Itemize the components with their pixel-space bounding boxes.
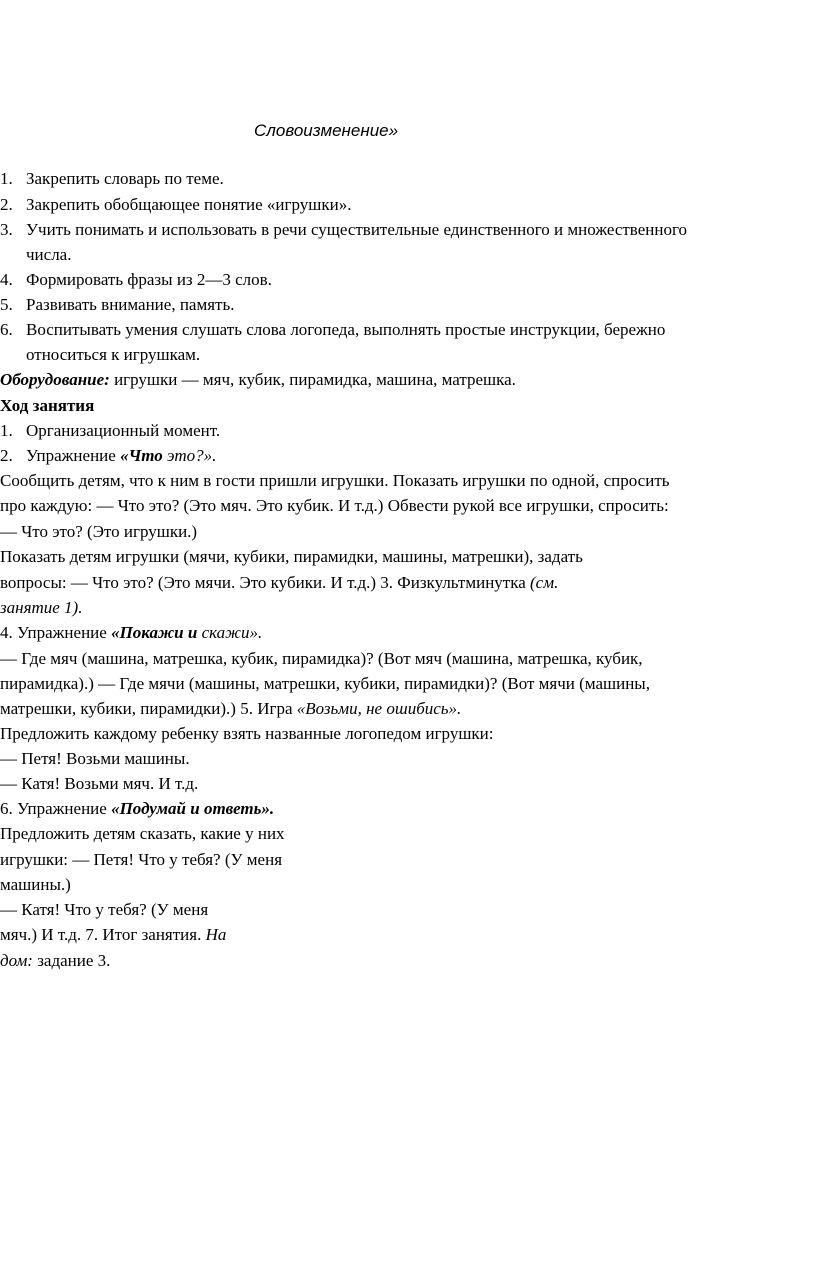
para1-line-3: — Что это? (Это игрушки.) (0, 522, 198, 541)
para2-italic: «Возьми, не ошибись». (296, 699, 462, 718)
goal-text: Формировать фразы из 2—3 слов. (26, 270, 272, 289)
para1-line-5 (0, 571, 558, 595)
goal-number: 3. (0, 220, 13, 239)
para2-line-3 (0, 697, 461, 721)
step-text: Упражнение (12, 623, 112, 642)
exercise-name-italic: скажи». (197, 623, 263, 642)
para4-line-3: машины.) (0, 875, 71, 894)
goal-number: 5. (0, 295, 13, 314)
goal-3-cont: числа. (26, 245, 72, 264)
equipment-label: Оборудование: (0, 370, 110, 389)
para4-line-2: игрушки: — Петя! Что у тебя? (У меня (0, 850, 283, 869)
para3-line-3: — Катя! Возьми мяч. И т.д. (0, 774, 199, 793)
step-number: 4. (0, 623, 13, 642)
step-number: 1. (0, 421, 13, 440)
para4-line-1: Предложить детям сказать, какие у них (0, 824, 285, 843)
course-heading: Ход занятия (0, 396, 95, 415)
exercise-name-bold: «Покажи и (111, 623, 198, 642)
step-number: 2. (0, 446, 13, 465)
para4-line-4: — Катя! Что у тебя? (У меня (0, 900, 209, 919)
goal-text: Учить понимать и использовать в речи существительные единственного и множественного (26, 220, 688, 239)
para1-line-4: Показать детям игрушки (мячи, кубики, пирамидки, машины, матрешки), задать (0, 547, 583, 566)
goal-text: Закрепить словарь по теме. (26, 169, 224, 188)
para2-line-1: — Где мяч (машина, матрешка, кубик, пирамидка)? (Вот мяч (машина, матрешка, кубик, (0, 649, 643, 668)
goal-6-cont: относиться к игрушкам. (26, 345, 201, 364)
step-2 (0, 444, 216, 468)
goal-1 (0, 167, 224, 191)
para3-line-2: — Петя! Возьми машины. (0, 749, 190, 768)
homework-label: дом: (0, 951, 33, 970)
goal-text: Развивать внимание, память. (26, 295, 235, 314)
page-title: Словоизменение» (254, 121, 399, 140)
goal-4 (0, 268, 272, 292)
exercise-name-bold: «Подумай и ответь». (111, 799, 275, 818)
goal-3 (0, 218, 687, 242)
step-text: Упражнение (12, 799, 112, 818)
step-1 (0, 419, 220, 443)
goal-2 (0, 193, 351, 217)
para1-line-1: Сообщить детям, что к ним в гости пришли игрушки. Показать игрушки по одной, спросить (0, 471, 670, 490)
goal-number: 4. (0, 270, 13, 289)
homework (0, 949, 110, 973)
step-text: Упражнение (26, 446, 121, 465)
step-number: 6. (0, 799, 13, 818)
para4-italic: На (205, 925, 227, 944)
step-text: Организационный момент. (26, 421, 221, 440)
goal-text: Воспитывать умения слушать слова логопеда, выполнять простые инструкции, бережно (26, 320, 666, 339)
equipment-text: игрушки — мяч, кубик, пирамидка, машина, матрешка. (109, 370, 516, 389)
goal-6 (0, 318, 665, 342)
goal-number: 2. (0, 195, 13, 214)
para2-line-2: пирамидка).) — Где мячи (машины, матрешки, кубики, пирамидки)? (Вот мячи (машины, (0, 674, 650, 693)
para2-text: матрешки, кубики, пирамидки).) 5. Игра (0, 699, 297, 718)
para1-italic: (см. (530, 573, 559, 592)
step-6 (0, 797, 274, 821)
para1-line-6: занятие 1). (0, 598, 83, 617)
para4-line-5 (0, 923, 226, 947)
goal-number: 6. (0, 320, 13, 339)
goal-number: 1. (0, 169, 13, 188)
step-4 (0, 621, 262, 645)
goal-5 (0, 293, 234, 317)
homework-text: задание 3. (32, 951, 111, 970)
para4-text: мяч.) И т.д. 7. Итог занятия. (0, 925, 206, 944)
para1-text: вопросы: — Что это? (Это мячи. Это кубики. И т.д.) 3. Физкультминутка (0, 573, 531, 592)
goal-text: Закрепить обобщающее понятие «игрушки». (26, 195, 352, 214)
para1-line-2: про каждую: — Что это? (Это мяч. Это кубик. И т.д.) Обвести рукой все игрушки, спросить: (0, 496, 669, 515)
equipment (0, 368, 516, 392)
exercise-name-italic: это?». (162, 446, 217, 465)
para3-line-1: Предложить каждому ребенку взять названные логопедом игрушки: (0, 724, 494, 743)
exercise-name-bold: «Что (120, 446, 163, 465)
